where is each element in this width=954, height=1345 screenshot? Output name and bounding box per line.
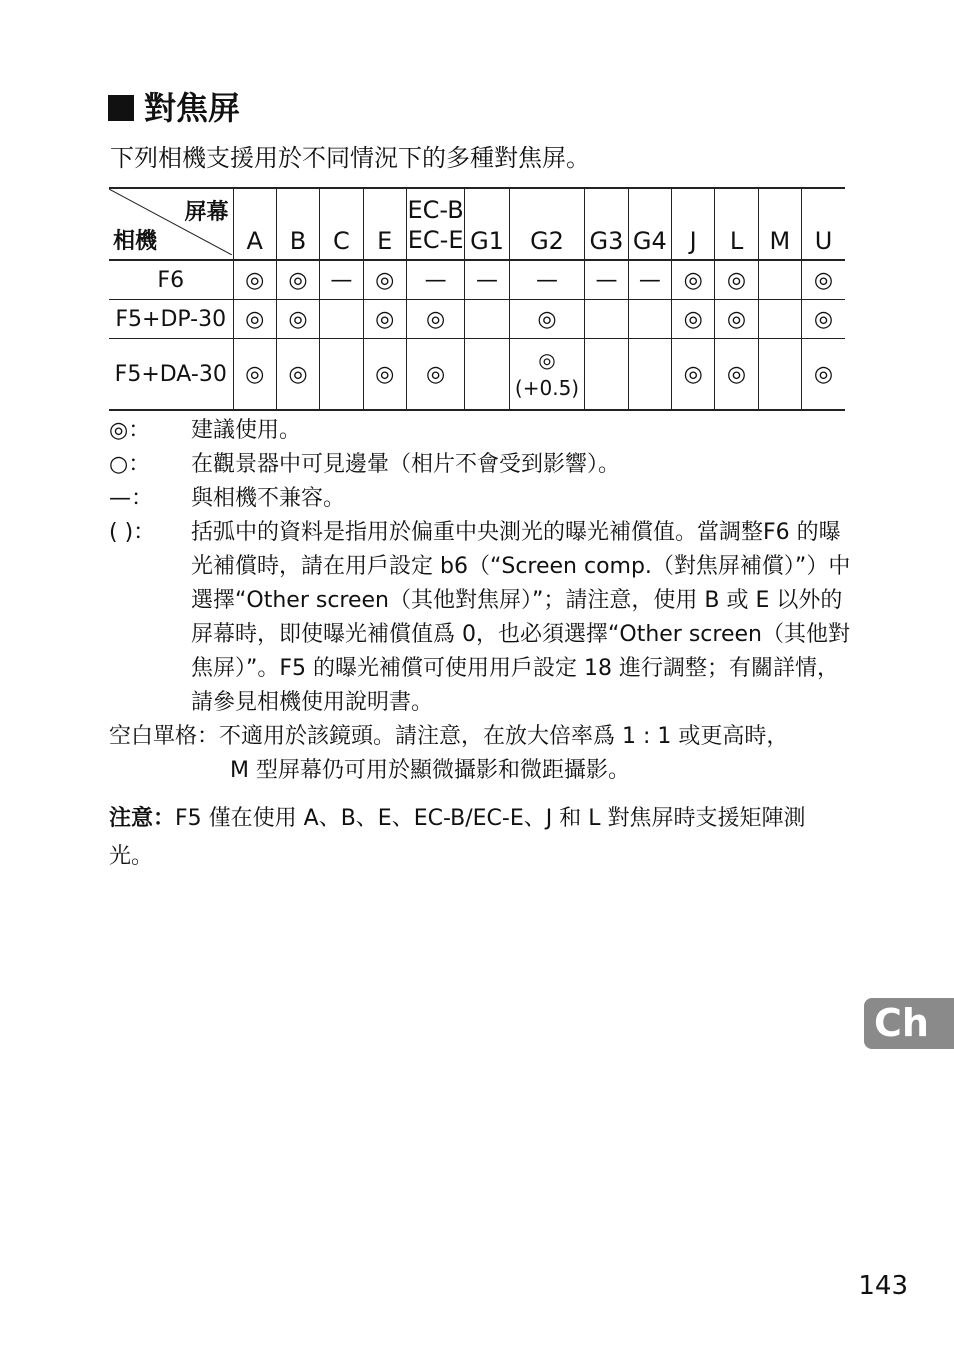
table-cell: ◎ — [672, 300, 715, 339]
legend-item — [109, 414, 854, 448]
focusing-screen-table — [109, 187, 845, 411]
table-cell: ◎ — [363, 300, 406, 339]
note-label: 注意： — [109, 806, 176, 831]
table-cell: — — [585, 260, 628, 300]
col-header-c: C — [320, 188, 363, 260]
table-cell: ◎ — [715, 260, 758, 300]
table-cell — [465, 339, 509, 411]
col-header-g3: G3 — [585, 188, 628, 260]
table-cell — [758, 339, 801, 411]
legend-text: 建議使用。 — [191, 418, 302, 443]
square-bullet-icon — [108, 95, 134, 121]
legend-text-continued: M 型屏幕仍可用於顯微攝影和微距攝影。 — [230, 758, 630, 783]
table-row — [109, 260, 845, 300]
table-cell — [585, 300, 628, 339]
table-cell — [758, 300, 801, 339]
note — [109, 800, 849, 876]
table-cell — [320, 339, 363, 411]
col-header-ec-b: EC-B — [407, 196, 464, 224]
language-tab: Ch — [864, 998, 954, 1049]
table-cell: — — [628, 260, 671, 300]
table-cell: ◎ — [672, 339, 715, 411]
table-cell: ◎ — [802, 339, 845, 411]
table-cell-g2 — [509, 339, 585, 411]
table-cell: ◎ — [406, 339, 464, 411]
col-header-a: A — [233, 188, 276, 260]
legend-item — [109, 516, 854, 720]
legend-symbol: ◎： — [109, 418, 151, 443]
legend-item-blank — [109, 720, 854, 754]
table-cell — [465, 300, 509, 339]
table-cell: ◎ — [715, 339, 758, 411]
note-text: F5 僅在使用 A、B、E、EC-B/EC-E、J 和 L 對焦屏時支援矩陣測光。 — [109, 806, 806, 869]
table-cell: ◎ — [363, 339, 406, 411]
camera-name: F6 — [157, 267, 185, 293]
legend-text: 不適用於該鏡頭。請注意，在放大倍率爲 1 : 1 或更高時， — [219, 724, 789, 749]
table-cell: ◎ — [509, 300, 585, 339]
camera-axis-label: 相機 — [113, 229, 158, 254]
table-header-row — [109, 188, 845, 260]
legend-text: 在觀景器中可見邊暈（相片不會受到影響）。 — [191, 452, 621, 477]
table-row — [109, 339, 845, 411]
table-cell: ◎ — [672, 260, 715, 300]
g2-compensation: (+0.5) — [514, 376, 580, 400]
section-title: 對焦屏 — [144, 89, 241, 127]
legend-symbol: ( )： — [109, 520, 156, 545]
legend-item — [109, 482, 854, 516]
intro-text: 下列相機支援用於不同情況下的多種對焦屏。 — [110, 144, 590, 172]
camera-name: F5+DA-30 — [114, 361, 227, 387]
table-cell: — — [465, 260, 509, 300]
table-cell: ◎ — [363, 260, 406, 300]
table-cell: ◎ — [715, 300, 758, 339]
legend-symbol: —： — [109, 486, 154, 511]
legend-symbol: 空白單格： — [109, 724, 220, 749]
table-row — [109, 300, 845, 339]
table-cell: — — [509, 260, 585, 300]
col-header-ec-e: EC-E — [407, 226, 464, 254]
col-header-l: L — [715, 188, 758, 260]
col-header-b: B — [276, 188, 319, 260]
section-heading — [108, 86, 240, 130]
table-cell: ◎ — [233, 300, 276, 339]
legend-item — [109, 448, 854, 482]
table-cell: ◎ — [233, 260, 276, 300]
table-cell — [585, 339, 628, 411]
table-cell: ◎ — [802, 260, 845, 300]
table-cell: ◎ — [406, 300, 464, 339]
table-cell: ◎ — [276, 339, 319, 411]
screen-axis-label: 屏幕 — [184, 200, 229, 225]
legend — [109, 414, 854, 788]
col-header-e: E — [363, 188, 406, 260]
col-header-g4: G4 — [628, 188, 671, 260]
legend-text: 括弧中的資料是指用於偏重中央測光的曝光補償值。當調整F6 的曝光補償時，請在用戶設定 b6（“Screen comp.（對焦屏補償）”）中選擇“Other screen（其他對焦屏）”；請注意，使用 B 或 E 以外的屏幕時，即使曝光補償值爲 0，也必須選擇“Other screen（其他對焦屏）”。F5 的曝光補償可使用用戶設定 18 進行調整；有關詳情，請參見相機使用說明書。 — [191, 520, 851, 715]
camera-name: F5+DP-30 — [115, 306, 227, 332]
col-header-ec — [406, 188, 464, 260]
col-header-m: M — [758, 188, 801, 260]
table-cell: ◎ — [276, 260, 319, 300]
col-header-j: J — [672, 188, 715, 260]
table-cell: ◎ — [276, 300, 319, 339]
table-cell: ◎ — [233, 339, 276, 411]
table-cell — [628, 339, 671, 411]
page-number: 143 — [858, 1271, 908, 1301]
table-corner-cell — [109, 188, 233, 260]
g2-mark: ◎ — [538, 348, 556, 372]
col-header-g1: G1 — [465, 188, 509, 260]
legend-text: 與相機不兼容。 — [191, 486, 346, 511]
table-cell: ◎ — [802, 300, 845, 339]
table-cell — [628, 300, 671, 339]
table-cell: — — [320, 260, 363, 300]
col-header-u: U — [802, 188, 845, 260]
col-header-g2: G2 — [509, 188, 585, 260]
table-cell: — — [406, 260, 464, 300]
table-cell — [320, 300, 363, 339]
legend-symbol: ○： — [109, 452, 151, 477]
table-cell — [758, 260, 801, 300]
